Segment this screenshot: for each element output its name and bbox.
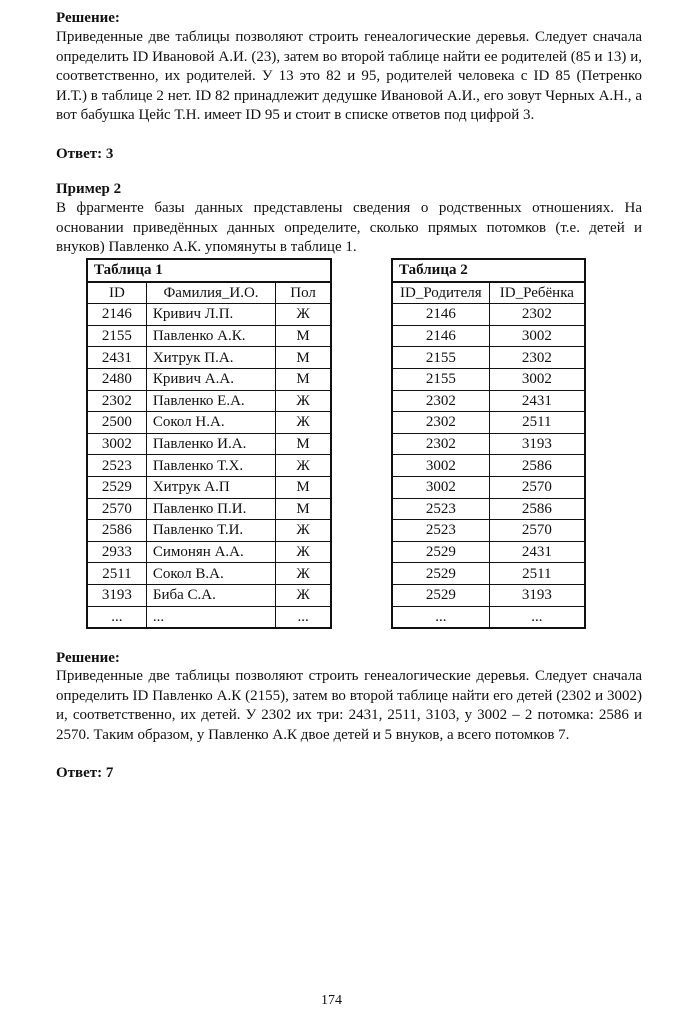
cell-id: 2155 [87, 325, 146, 347]
cell-name: Павленко Т.Х. [146, 455, 275, 477]
cell-id: ... [87, 606, 146, 628]
cell-child-id: 2511 [489, 563, 585, 585]
table-row [392, 347, 585, 369]
cell-parent-id: ... [392, 606, 489, 628]
cell-name: Павленко А.К. [146, 325, 275, 347]
cell-parent-id: 2529 [392, 541, 489, 563]
table-row [87, 455, 331, 477]
table-row [87, 347, 331, 369]
page-number: 174 [321, 993, 342, 1008]
cell-name: Павленко И.А. [146, 433, 275, 455]
cell-name: Павленко Е.А. [146, 390, 275, 412]
cell-child-id: 3193 [489, 433, 585, 455]
table-row [87, 584, 331, 606]
cell-child-id: 2431 [489, 541, 585, 563]
table-row [87, 412, 331, 434]
cell-name: Сокол В.А. [146, 563, 275, 585]
cell-id: 2431 [87, 347, 146, 369]
cell-id: 2511 [87, 563, 146, 585]
table-2-caption: Таблица 2 [392, 259, 585, 282]
cell-name: Сокол Н.А. [146, 412, 275, 434]
table-row [392, 368, 585, 390]
cell-name: Павленко П.И. [146, 498, 275, 520]
table-row [87, 390, 331, 412]
table-1-caption: Таблица 1 [87, 259, 331, 282]
cell-parent-id: 2302 [392, 433, 489, 455]
cell-child-id: 3193 [489, 584, 585, 606]
cell-id: 2523 [87, 455, 146, 477]
cell-name: Биба С.А. [146, 584, 275, 606]
cell-gender: М [276, 433, 331, 455]
cell-id: 2570 [87, 498, 146, 520]
solution-1-text: Приведенные две таблицы позволяют строить генеалогические дeревья. Следует сначала определить ID Ивановой А.И. (23), затем во второй таблице найти ее родителей (85 и 13) и, соответственно, их родителей. У 13 это 82 и 95, родителей человека с ID 85 (Петренко И.Т.) в таблице 2 нет. ID 82 принадлежит дедушке Ивановой А.И., его зовут Черных А.Н., а вот бабушка Цейс Т.Н. имеет ID 95 и стоит в списке ответов под цифрой 3. [56, 29, 642, 123]
table-row [392, 606, 585, 628]
table-row [392, 498, 585, 520]
cell-parent-id: 2146 [392, 304, 489, 326]
cell-id: 2586 [87, 520, 146, 542]
table-row [392, 520, 585, 542]
cell-name: Кривич А.А. [146, 368, 275, 390]
column-header-gender: Пол [276, 282, 331, 304]
cell-gender: Ж [276, 584, 331, 606]
cell-child-id: 3002 [489, 368, 585, 390]
answer-1: Ответ: 3 [56, 146, 114, 162]
example-2-text: В фрагменте базы данных представлены сведения о родственных отношениях. На основании приведённых данных определите, сколько прямых потомков (т.е. детей и внуков) Павленко А.К. упомянуты в таблице 1. [56, 200, 642, 255]
cell-name: Симонян А.А. [146, 541, 275, 563]
cell-child-id: 2586 [489, 455, 585, 477]
cell-child-id: ... [489, 606, 585, 628]
solution-2-text: Приведенные две таблицы позволяют строить генеалогические деревья. Следует сначала определить ID Павленко А.К (2155), затем во второй таблице найти его детей (2302 и 3002) и, соответственно, их детей. У 2302 их три: 2431, 2511, 3103, у 3002 – 2 потомка: 2586 и 2570. Таким образом, у Павленко А.К двое детей и 5 внуков, а всего потомков 7. [56, 668, 642, 743]
cell-parent-id: 2529 [392, 584, 489, 606]
cell-name: Хитрук П.А. [146, 347, 275, 369]
table-row [87, 606, 331, 628]
column-header-id: ID [87, 282, 146, 304]
table-row [87, 325, 331, 347]
cell-gender: Ж [276, 563, 331, 585]
cell-id: 2529 [87, 476, 146, 498]
table-row [392, 390, 585, 412]
table-row [87, 476, 331, 498]
cell-parent-id: 2302 [392, 390, 489, 412]
cell-parent-id: 3002 [392, 455, 489, 477]
table-1 [86, 258, 332, 629]
table-row [392, 412, 585, 434]
table-row [392, 455, 585, 477]
table-row [392, 304, 585, 326]
solution-1-heading: Решение: [56, 10, 120, 26]
table-row [392, 325, 585, 347]
cell-gender: Ж [276, 412, 331, 434]
cell-child-id: 3002 [489, 325, 585, 347]
cell-parent-id: 2146 [392, 325, 489, 347]
cell-name: ... [146, 606, 275, 628]
cell-gender: Ж [276, 390, 331, 412]
cell-child-id: 2586 [489, 498, 585, 520]
table-row [392, 584, 585, 606]
cell-id: 2933 [87, 541, 146, 563]
table-row [392, 433, 585, 455]
table-row [87, 563, 331, 585]
cell-gender: Ж [276, 304, 331, 326]
table-2 [391, 258, 586, 629]
cell-parent-id: 2529 [392, 563, 489, 585]
cell-id: 2302 [87, 390, 146, 412]
table-row [87, 498, 331, 520]
cell-gender: М [276, 476, 331, 498]
table-row [87, 541, 331, 563]
cell-id: 2500 [87, 412, 146, 434]
cell-parent-id: 2155 [392, 368, 489, 390]
cell-parent-id: 3002 [392, 476, 489, 498]
cell-gender: М [276, 368, 331, 390]
cell-gender: М [276, 498, 331, 520]
cell-child-id: 2570 [489, 520, 585, 542]
column-header-name: Фамилия_И.О. [146, 282, 275, 304]
cell-child-id: 2511 [489, 412, 585, 434]
table-row [392, 476, 585, 498]
example-2-heading: Пример 2 [56, 181, 122, 197]
cell-gender: Ж [276, 541, 331, 563]
cell-child-id: 2570 [489, 476, 585, 498]
table-row [87, 433, 331, 455]
cell-child-id: 2431 [489, 390, 585, 412]
cell-name: Павленко Т.И. [146, 520, 275, 542]
cell-gender: ... [276, 606, 331, 628]
table-row [87, 368, 331, 390]
cell-id: 2480 [87, 368, 146, 390]
cell-gender: М [276, 325, 331, 347]
cell-child-id: 2302 [489, 304, 585, 326]
table-row [87, 304, 331, 326]
cell-gender: Ж [276, 520, 331, 542]
cell-id: 3002 [87, 433, 146, 455]
solution-2-heading: Решение: [56, 650, 120, 666]
cell-gender: М [276, 347, 331, 369]
cell-parent-id: 2523 [392, 498, 489, 520]
table-row [392, 563, 585, 585]
column-header-parent-id: ID_Родителя [392, 282, 489, 304]
cell-gender: Ж [276, 455, 331, 477]
cell-id: 3193 [87, 584, 146, 606]
cell-name: Хитрук А.П [146, 476, 275, 498]
table-row [392, 541, 585, 563]
cell-id: 2146 [87, 304, 146, 326]
cell-parent-id: 2302 [392, 412, 489, 434]
cell-child-id: 2302 [489, 347, 585, 369]
cell-parent-id: 2155 [392, 347, 489, 369]
cell-parent-id: 2523 [392, 520, 489, 542]
answer-2: Ответ: 7 [56, 765, 114, 781]
column-header-child-id: ID_Ребёнка [489, 282, 585, 304]
table-row [87, 520, 331, 542]
cell-name: Кривич Л.П. [146, 304, 275, 326]
